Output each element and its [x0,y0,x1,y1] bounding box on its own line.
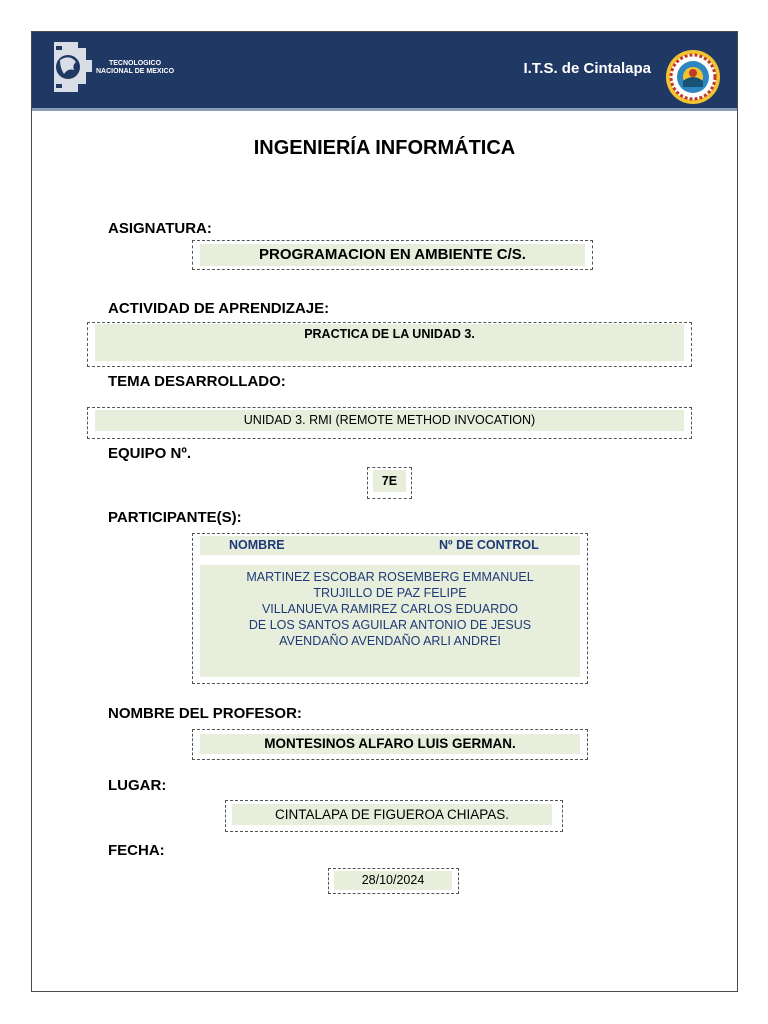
tema-label: TEMA DESARROLLADO: [108,373,286,390]
asignatura-label: ASIGNATURA: [108,220,212,237]
participant-row: MARTINEZ ESCOBAR ROSEMBERG EMMANUEL [246,570,534,584]
participant-row: DE LOS SANTOS AGUILAR ANTONIO DE JESUS [248,618,532,632]
actividad-value: PRACTICA DE LA UNIDAD 3. [95,324,684,361]
institution-line1: TECNOLOGICO [108,60,162,67]
its-seal-icon [665,49,721,105]
institution-name [90,60,180,76]
asignatura-value: PROGRAMACION EN AMBIENTE C/S. [200,244,585,266]
equipo-label: EQUIPO Nº. [108,445,191,462]
participants-list [200,565,580,677]
equipo-value: 7E [373,470,406,492]
col-control-header: Nº DE CONTROL [439,538,539,552]
fecha-value: 28/10/2024 [334,871,452,890]
participant-row: VILLANUEVA RAMIREZ CARLOS EDUARDO [261,602,519,616]
col-nombre-header: NOMBRE [229,538,285,552]
page-title: INGENIERÍA INFORMÁTICA [253,137,516,159]
participant-row: AVENDAÑO AVENDAÑO ARLI ANDREI [279,634,501,648]
institution-line2: NACIONAL DE MEXICO [95,68,175,75]
actividad-label: ACTIVIDAD DE APRENDIZAJE: [108,300,330,317]
campus-name: I.T.S. de Cintalapa [523,60,651,77]
participants-header-row [200,536,580,555]
tecnm-logo-icon [48,38,92,96]
participant-row: TRUJILLO DE PAZ FELIPE [313,586,467,600]
document-page [31,31,738,992]
header-banner [32,32,737,111]
profesor-label: NOMBRE DEL PROFESOR: [108,705,302,722]
lugar-value: CINTALAPA DE FIGUEROA CHIAPAS. [232,804,552,825]
profesor-value: MONTESINOS ALFARO LUIS GERMAN. [200,734,580,754]
tema-value: UNIDAD 3. RMI (REMOTE METHOD INVOCATION) [95,410,684,431]
fecha-label: FECHA: [108,842,165,859]
lugar-label: LUGAR: [108,777,167,794]
participantes-label: PARTICIPANTE(S): [108,509,242,526]
